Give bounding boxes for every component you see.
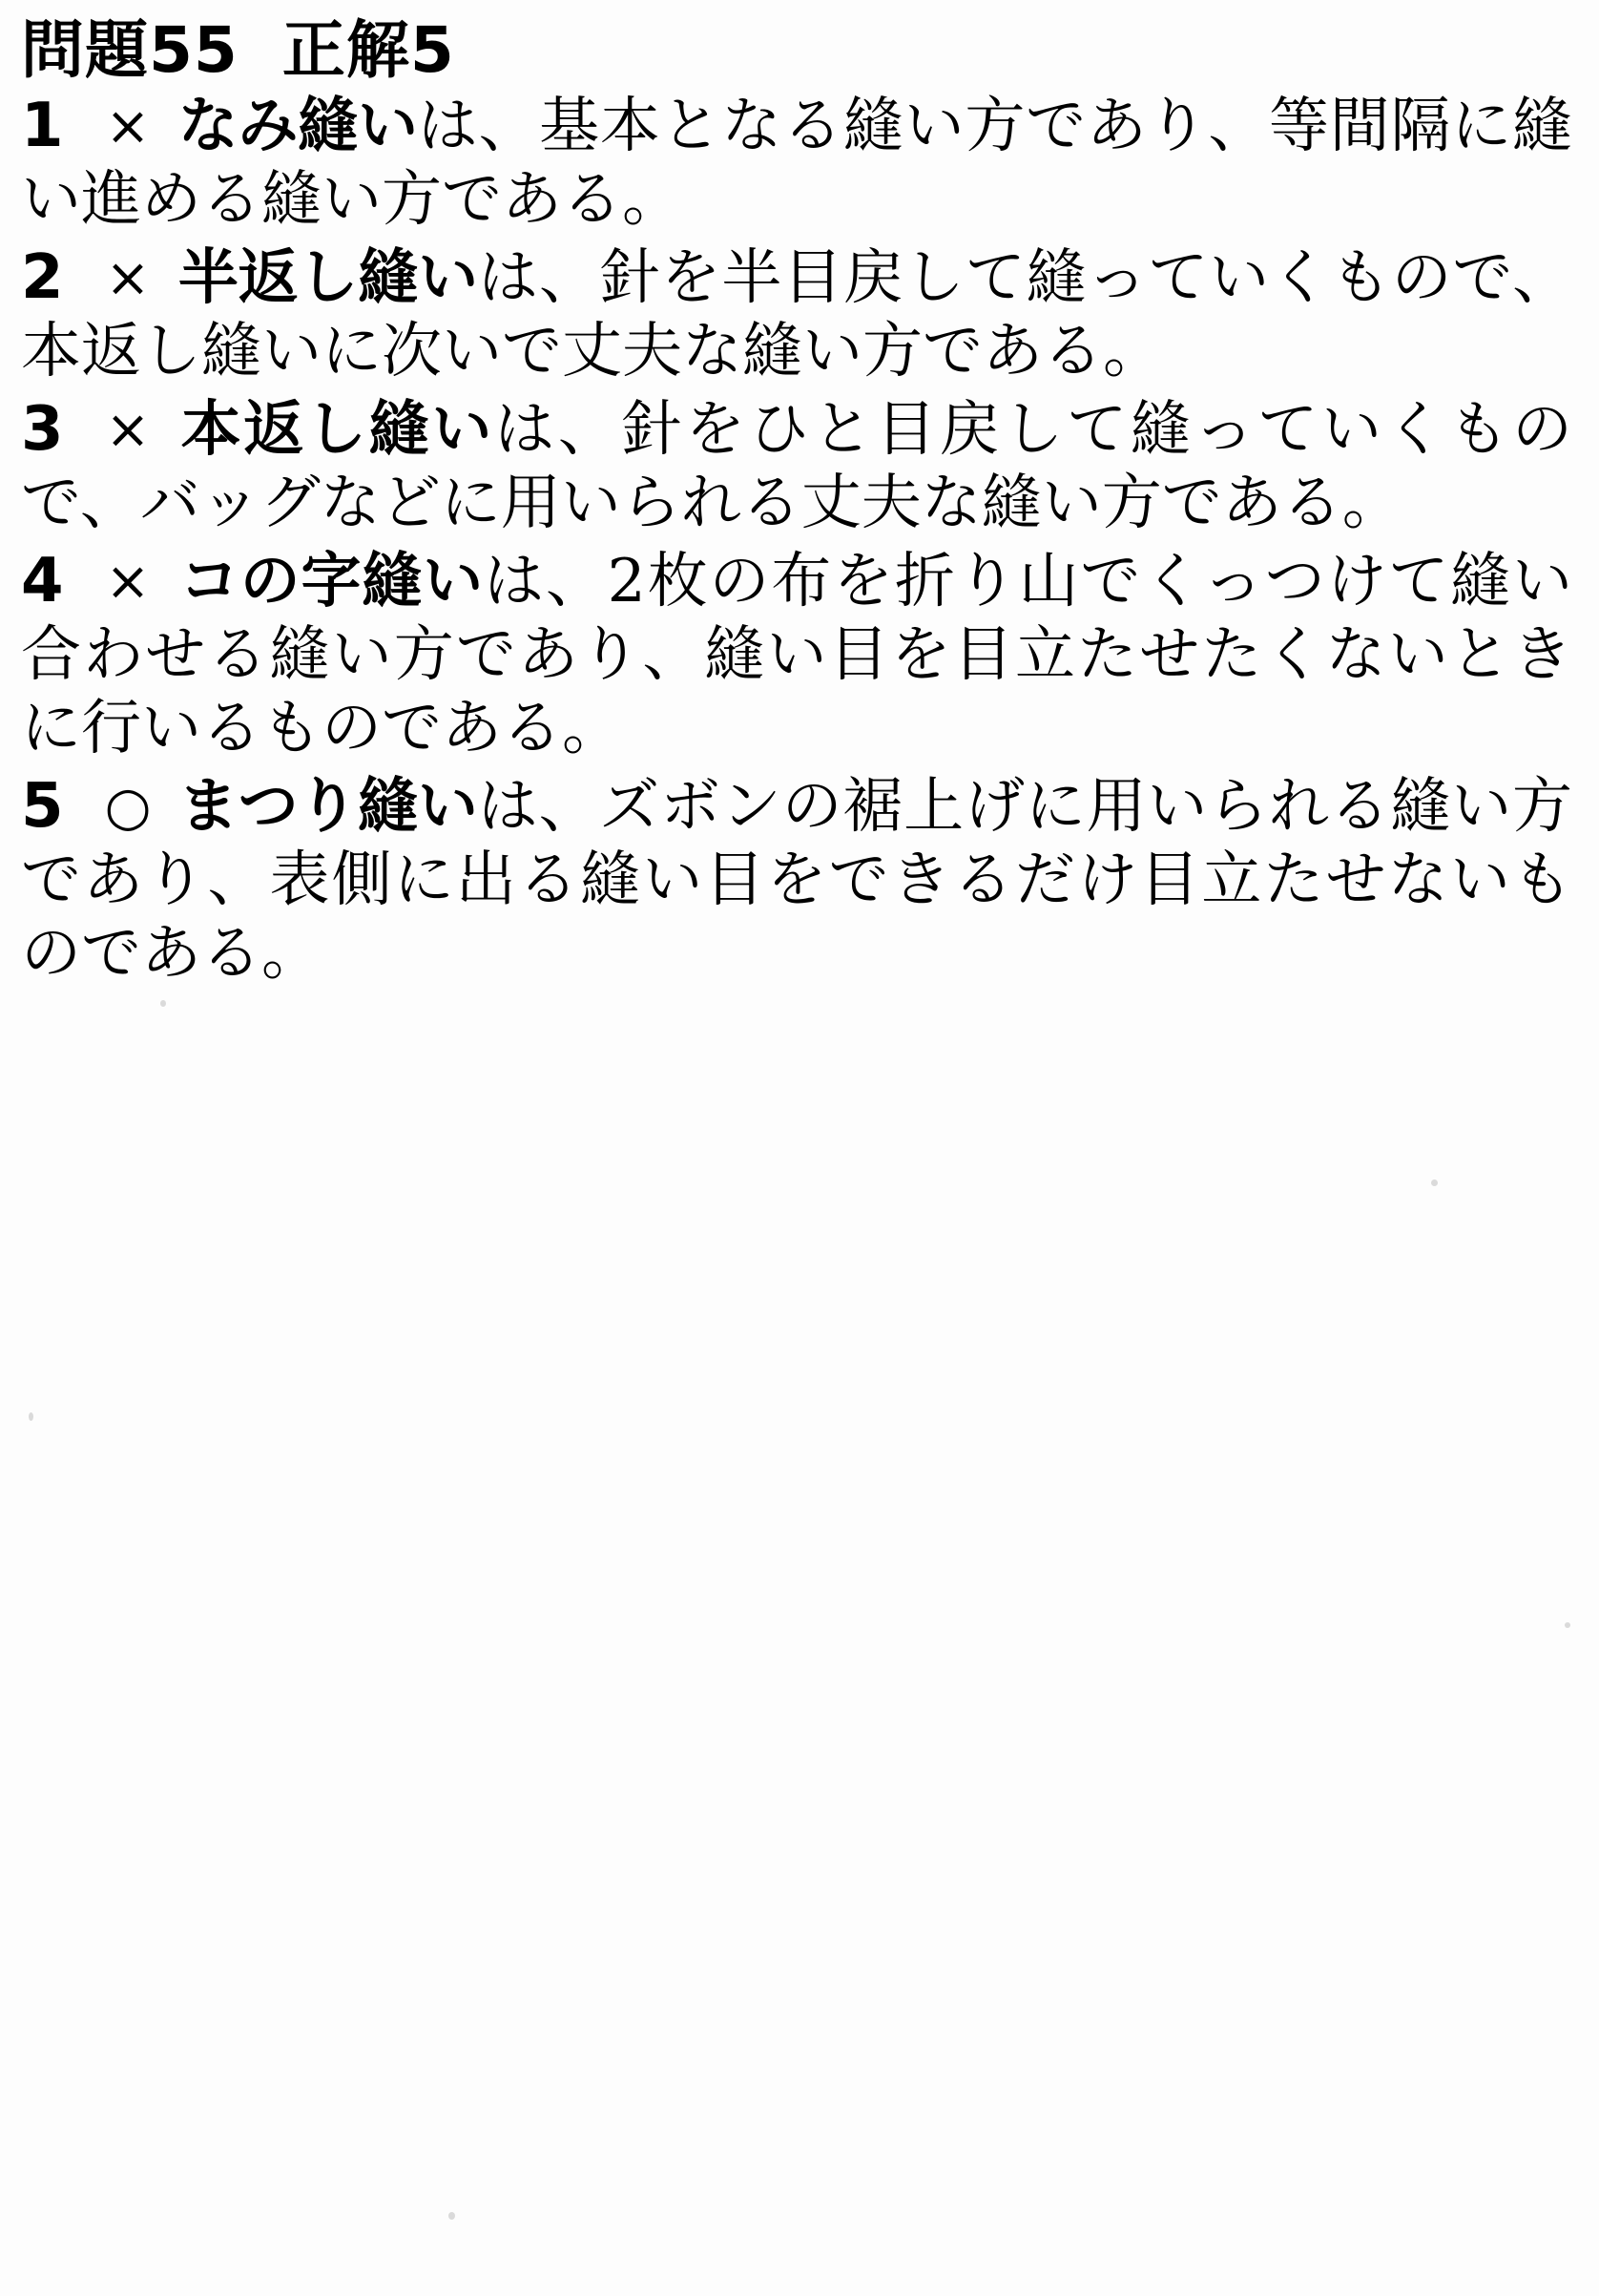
item-mark-icon: ×: [105, 247, 151, 310]
list-item: [21, 544, 1572, 765]
item-term: 本返し縫い: [177, 394, 495, 465]
item-number: 1: [21, 91, 64, 162]
item-mark-icon: ×: [105, 551, 151, 614]
scan-speck: [1431, 1179, 1438, 1186]
scan-speck: [160, 1000, 166, 1007]
item-text: は、ズボンの裾上げに用いられる縫い方であり、表側に出る縫い目をできるだけ目立たせないものである。: [21, 770, 1573, 988]
item-number: 3: [21, 394, 64, 466]
list-item: [21, 769, 1572, 991]
item-term: コの字縫い: [177, 546, 485, 616]
correct-answer-label: 正解5: [281, 13, 455, 87]
item-text: は、基本となる縫い方であり、等間隔に縫い進める縫い方である。: [21, 91, 1573, 235]
page-title: [21, 13, 1572, 87]
item-mark-icon: ×: [105, 399, 151, 462]
item-text: は、針をひと目戻して縫っていくもので、バッグなどに用いられる丈夫な縫い方である。: [21, 394, 1573, 538]
item-term: 半返し縫い: [177, 242, 479, 313]
item-text: は、2枚の布を折り山でくっつけて縫い合わせる縫い方であり、縫い目を目立たせたくないときに行いるものである。: [21, 546, 1573, 763]
item-mark-icon: ×: [105, 95, 151, 158]
item-body: [21, 544, 1572, 765]
item-term: なみ縫い: [177, 91, 418, 161]
question-number: 問題55: [21, 13, 239, 87]
scan-speck: [29, 1412, 33, 1421]
item-mark-icon: ○: [104, 775, 152, 838]
document-content: [0, 0, 1599, 991]
list-item: [21, 89, 1572, 237]
scan-speck: [1565, 1622, 1570, 1628]
item-number: 2: [21, 242, 64, 314]
item-body: [21, 89, 1572, 237]
item-text: は、針を半目戻して縫っていくもので、本返し縫いに次いで丈夫な縫い方である。: [21, 242, 1572, 386]
list-item: [21, 392, 1572, 540]
scan-speck: [448, 2212, 455, 2220]
item-body: [21, 392, 1572, 540]
item-body: [21, 769, 1572, 991]
item-body: [21, 240, 1572, 388]
item-number: 5: [21, 770, 64, 842]
item-term: まつり縫い: [177, 770, 478, 841]
item-number: 4: [21, 546, 64, 617]
list-item: [21, 240, 1572, 388]
